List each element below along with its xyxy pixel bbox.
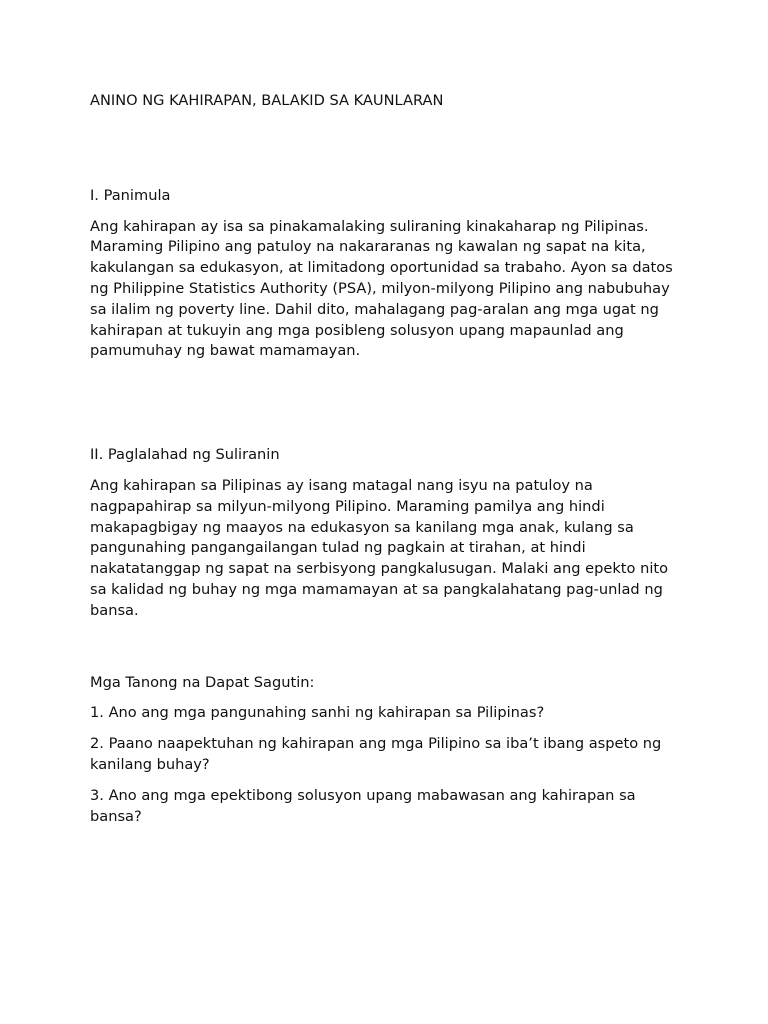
spacer [90,372,680,445]
spacer [90,112,680,186]
question-item-3: 3. Ano ang mga epektibong solusyon upang mabawasan ang kahirapan sa bansa? [90,786,636,825]
spacer [90,632,680,673]
document-content [90,91,680,837]
section-body-intro: Ang kahirapan ay isa sa pinakamalaking suliraning kinakaharap ng Pilipinas. Maraming Pilipino ang patuloy na nakararanas ng kawalan ng sapat na kita, kakulangan sa edukasyon, at limitadong oportunidad sa trabaho. Ayon sa datos ng Philippine Statistics Authority (PSA), milyon-milyong Pilipino ang nabubuhay sa ilalim ng poverty line. Dahil dito, mahalagang pag-aralan ang mga ugat ng kahirapan at tukuyin ang mga posibleng solusyon upang mapaunlad ang pamumuhay ng bawat mamamayan. [90,217,673,360]
question-item-2: 2. Paano naapektuhan ng kahirapan ang mga Pilipino sa iba’t ibang aspeto ng kanilang buhay? [90,735,662,773]
document-title: ANINO NG KAHIRAPAN, BALAKID SA KAUNLARAN [90,92,444,109]
section-heading-intro: I. Panimula [90,186,171,204]
questions-heading: Mga Tanong na Dapat Sagutin: [90,673,315,691]
section-body-problem: Ang kahirapan sa Pilipinas ay isang matagal nang isyu na patuloy na nagpapahirap sa milyun-milyong Pilipino. Maraming pamilya ang hindi makapagbigay ng maayos na edukasyon sa kanilang mga anak, kulang sa pangunahing pangangailangan tulad ng pagkain at tirahan, at hindi nakatatanggap ng sapat na serbisyong pangkalusugan. Malaki ang epekto nito sa kalidad ng buhay ng mga mamamayan at sa pangkalahatang pag-unlad ng bansa. [90,476,669,619]
section-heading-problem: II. Paglalahad ng Suliranin [90,446,280,464]
question-item-1: 1. Ano ang mga pangunahing sanhi ng kahirapan sa Pilipinas? [90,704,545,722]
